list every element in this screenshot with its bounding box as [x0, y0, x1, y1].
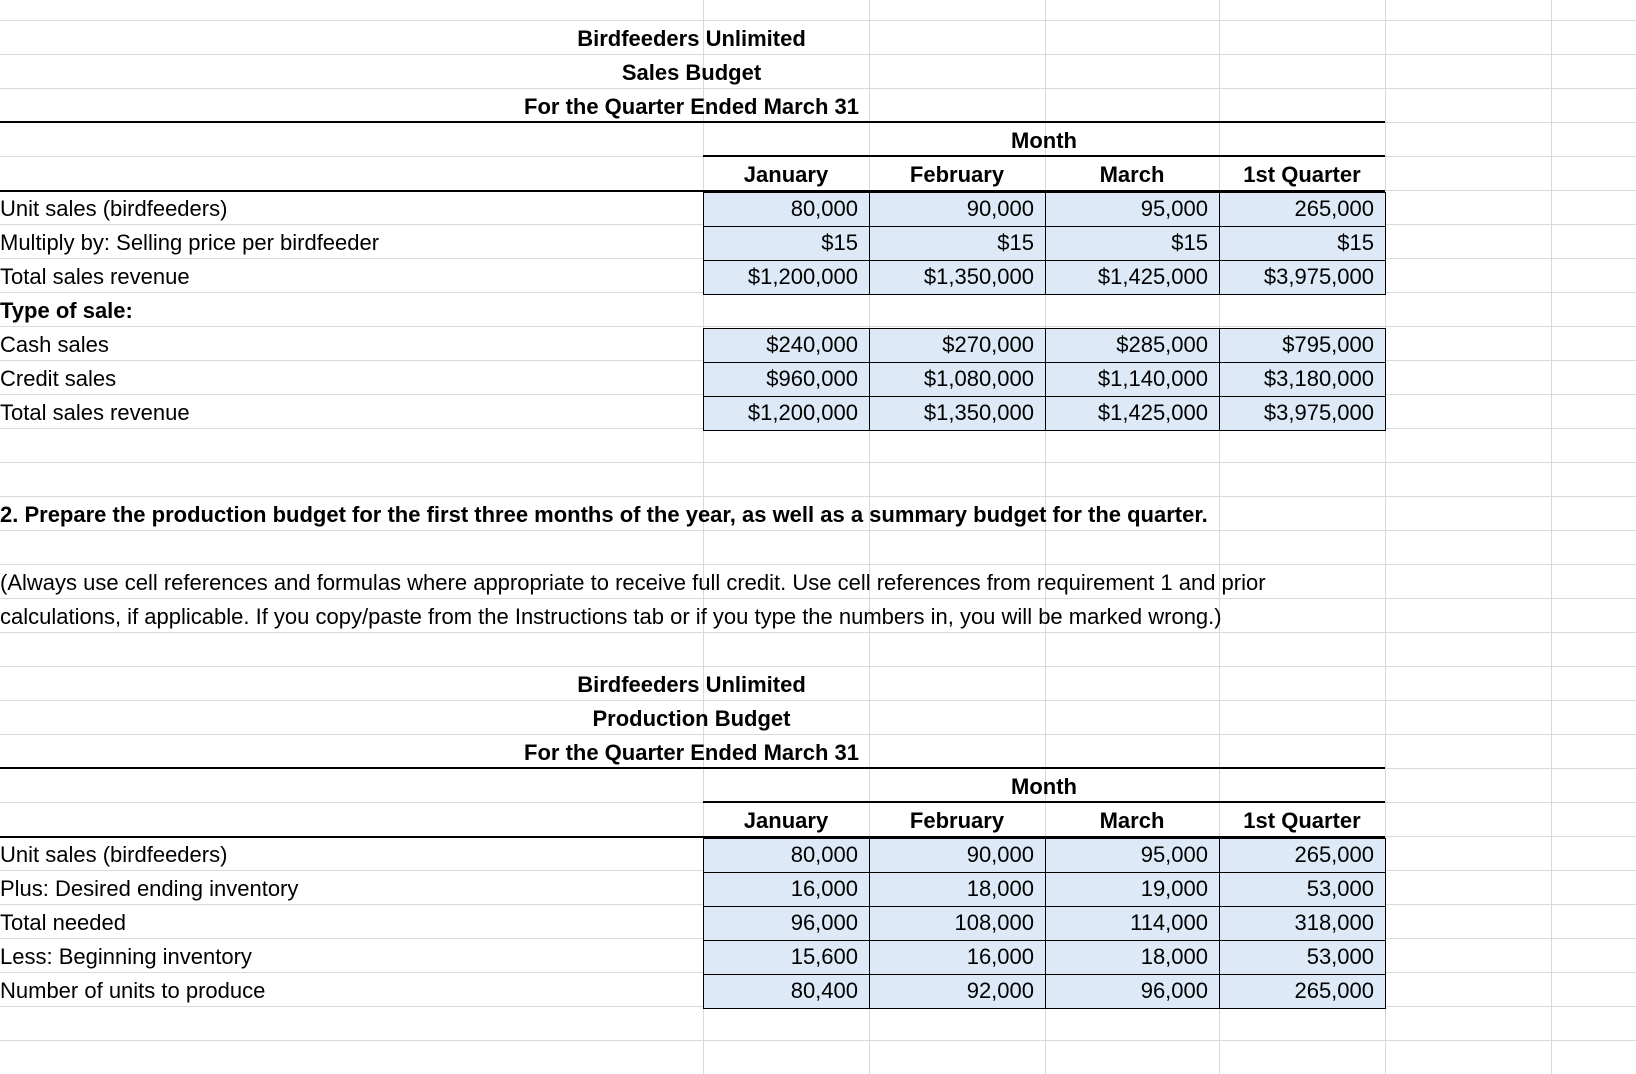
- instruction-note-line1: (Always use cell references and formulas where appropriate to receive full credit. Use cell references from requirement 1 and prior: [0, 570, 1266, 595]
- production-value: 18,000: [1140, 944, 1208, 969]
- instruction-note-line2: calculations, if applicable. If you copy/paste from the Instructions tab or if you type the numbers in, you will be marked wrong.): [0, 604, 1222, 629]
- production-value: 318,000: [1294, 910, 1374, 935]
- production-value: 96,000: [1140, 978, 1208, 1003]
- grid-row-line: [0, 1040, 1636, 1041]
- production-col-march: March: [1099, 808, 1165, 833]
- grid-row-line: [0, 20, 1636, 21]
- sales-month-underline: [703, 155, 1385, 157]
- production-value: 15,600: [790, 944, 858, 969]
- sales-type-value: $960,000: [766, 366, 858, 391]
- production-value: 96,000: [790, 910, 858, 935]
- sales-type-value: $1,425,000: [1097, 400, 1208, 425]
- sales-value: $1,200,000: [747, 264, 858, 289]
- sales-value: 90,000: [966, 196, 1034, 221]
- sales-row-label: Cash sales: [0, 332, 109, 357]
- sales-title-underline: [0, 121, 1385, 123]
- production-budget-title-company: Birdfeeders Unlimited: [577, 672, 806, 697]
- production-value: 114,000: [1130, 910, 1208, 935]
- grid-col-line: [1551, 0, 1552, 1074]
- production-value: 92,000: [966, 978, 1034, 1003]
- production-value: 18,000: [966, 876, 1034, 901]
- grid-row-line: [0, 666, 1636, 667]
- type-of-sale-label: Type of sale:: [0, 298, 133, 323]
- production-value: 80,000: [790, 842, 858, 867]
- production-value: 265,000: [1294, 978, 1374, 1003]
- production-value: 16,000: [790, 876, 858, 901]
- sales-value: $15: [997, 230, 1034, 255]
- production-value: 19,000: [1140, 876, 1208, 901]
- grid-row-line: [0, 496, 1636, 497]
- sales-type-value: $3,975,000: [1263, 400, 1374, 425]
- grid-row-line: [0, 564, 1636, 565]
- production-row-label: Less: Beginning inventory: [0, 944, 252, 969]
- production-title-underline: [0, 767, 1385, 769]
- production-budget-title-name: Production Budget: [592, 706, 791, 731]
- production-row-label: Number of units to produce: [0, 978, 266, 1003]
- production-value: 108,000: [954, 910, 1034, 935]
- sales-value: 80,000: [790, 196, 858, 221]
- production-month-header: Month: [1011, 774, 1077, 799]
- sales-value: 95,000: [1140, 196, 1208, 221]
- sales-value: $15: [821, 230, 858, 255]
- requirement-heading: 2. Prepare the production budget for the first three months of the year, as well as a summary budget for the quarter.: [0, 502, 1208, 527]
- sales-row-label: Total sales revenue: [0, 400, 190, 425]
- production-value: 53,000: [1306, 876, 1374, 901]
- production-budget-title-period: For the Quarter Ended March 31: [524, 740, 859, 765]
- sales-type-value: $795,000: [1282, 332, 1374, 357]
- production-col-february: February: [909, 808, 1005, 833]
- sales-month-header: Month: [1011, 128, 1077, 153]
- sales-row-label: Total sales revenue: [0, 264, 190, 289]
- sales-value: $1,425,000: [1097, 264, 1208, 289]
- sales-row-label: Unit sales (birdfeeders): [0, 196, 228, 221]
- sales-value: 265,000: [1294, 196, 1374, 221]
- sales-value: $1,350,000: [923, 264, 1034, 289]
- sales-value: $15: [1171, 230, 1208, 255]
- sales-col-february: February: [909, 162, 1005, 187]
- production-month-underline: [703, 801, 1385, 803]
- sales-type-value: $3,180,000: [1263, 366, 1374, 391]
- production-value: 90,000: [966, 842, 1034, 867]
- production-value: 80,400: [790, 978, 858, 1003]
- sales-col-quarter: 1st Quarter: [1243, 162, 1361, 187]
- sales-value: $15: [1337, 230, 1374, 255]
- production-value: 95,000: [1140, 842, 1208, 867]
- production-value: 53,000: [1306, 944, 1374, 969]
- sales-type-value: $240,000: [766, 332, 858, 357]
- grid-row-line: [0, 462, 1636, 463]
- production-row-label: Unit sales (birdfeeders): [0, 842, 228, 867]
- sales-type-value: $1,200,000: [747, 400, 858, 425]
- sales-type-value: $1,140,000: [1097, 366, 1208, 391]
- sales-row-label: Credit sales: [0, 366, 117, 391]
- production-row-label: Plus: Desired ending inventory: [0, 876, 299, 901]
- sales-row-label: Multiply by: Selling price per birdfeeder: [0, 230, 380, 255]
- sales-type-value: $270,000: [942, 332, 1034, 357]
- sales-budget-title-period: For the Quarter Ended March 31: [524, 94, 859, 119]
- sales-budget-title-company: Birdfeeders Unlimited: [577, 26, 806, 51]
- sales-col-march: March: [1099, 162, 1165, 187]
- production-col-quarter: 1st Quarter: [1243, 808, 1361, 833]
- sales-budget-title-name: Sales Budget: [621, 60, 762, 85]
- sales-col-january: January: [743, 162, 829, 187]
- sales-type-value: $1,350,000: [923, 400, 1034, 425]
- production-row-label: Total needed: [0, 910, 126, 935]
- production-value: 16,000: [966, 944, 1034, 969]
- sales-value: $3,975,000: [1263, 264, 1374, 289]
- sales-type-value: $285,000: [1116, 332, 1208, 357]
- sales-type-value: $1,080,000: [923, 366, 1034, 391]
- production-col-january: January: [743, 808, 829, 833]
- production-value: 265,000: [1294, 842, 1374, 867]
